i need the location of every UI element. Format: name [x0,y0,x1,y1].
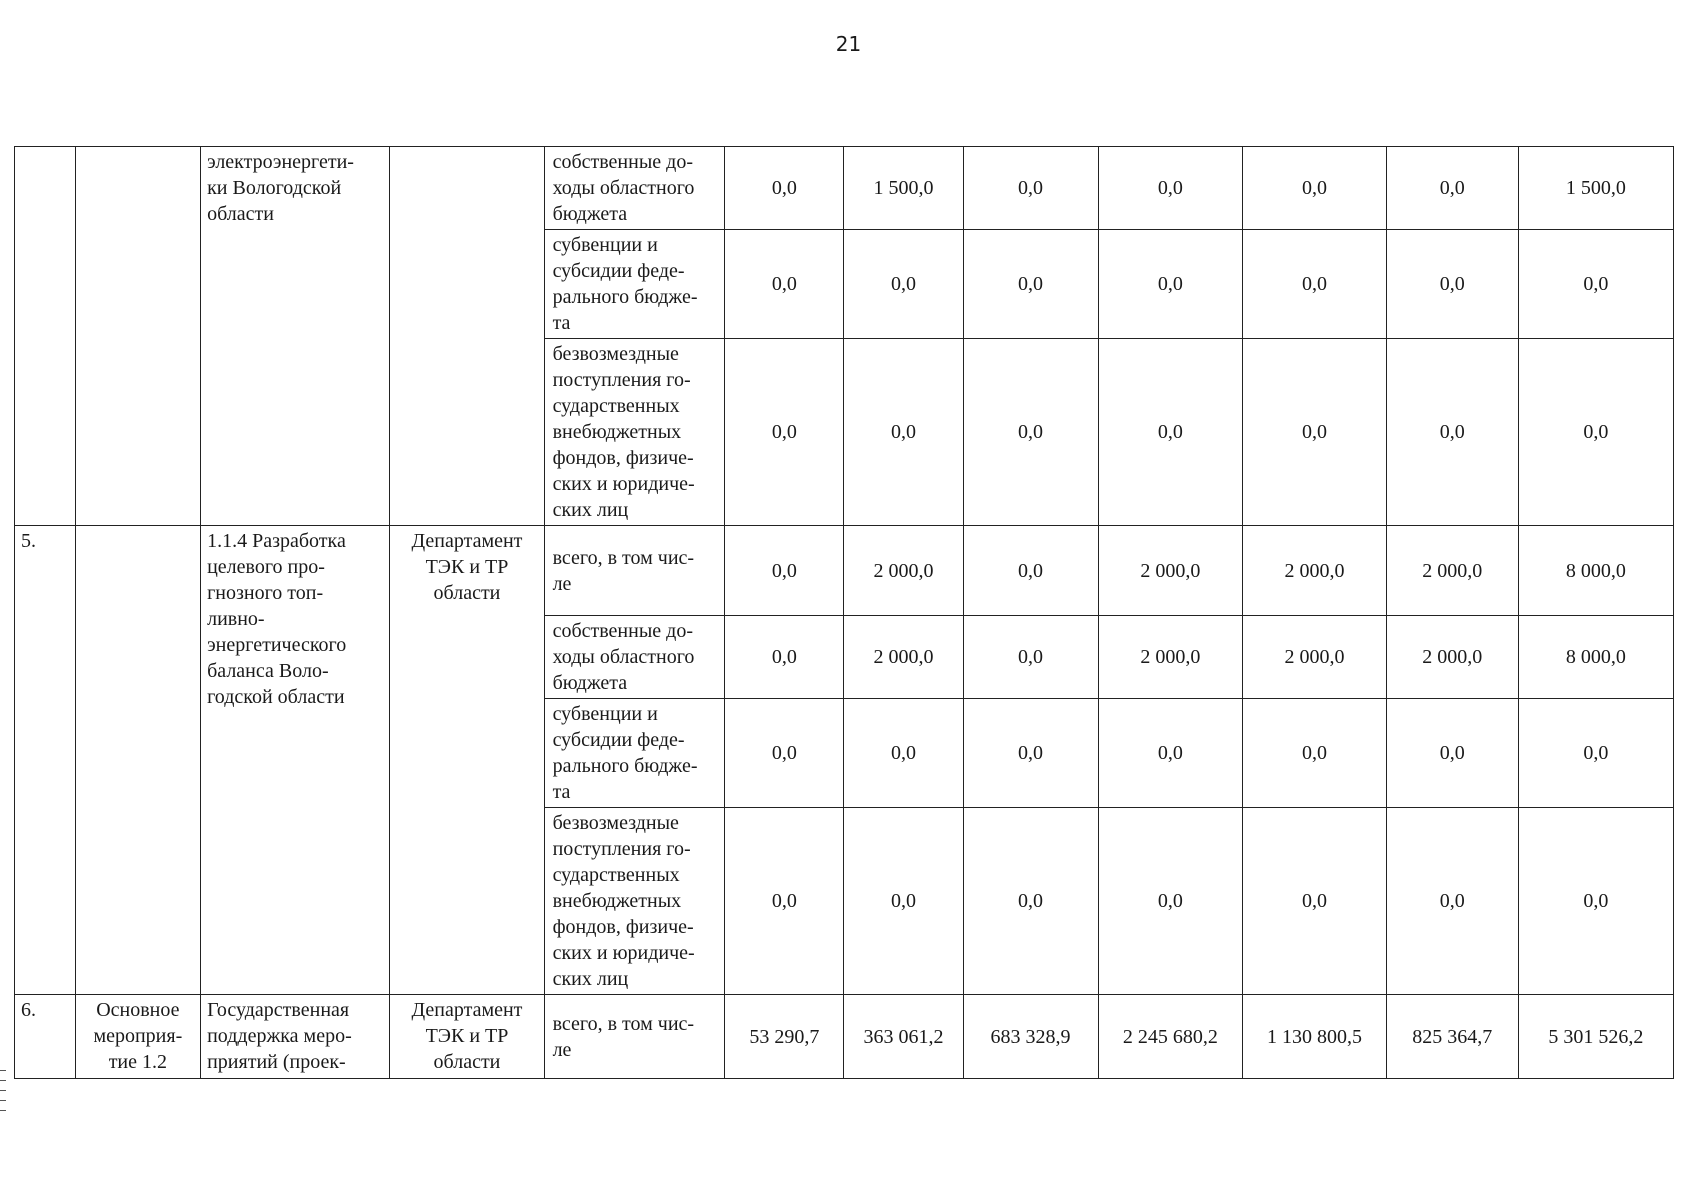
value-cell: 0,0 [1098,699,1243,808]
scan-mark [0,1100,6,1101]
value-cell: 0,0 [725,230,844,339]
budget-table [14,146,1674,1079]
value-cell: 0,0 [1098,808,1243,995]
source-total-label: всего, в том чис- ле [544,995,725,1079]
value-cell: 2 000,0 [1098,616,1243,699]
value-cell: 0,0 [963,699,1098,808]
scan-mark [0,1070,6,1071]
value-cell: 0,0 [725,699,844,808]
value-cell: 0,0 [1098,230,1243,339]
value-cell: 0,0 [1243,230,1387,339]
source-own-label: собственные до- ходы областного бюджета [544,147,725,230]
value-cell: 53 290,7 [725,995,844,1079]
value-cell: 0,0 [963,147,1098,230]
value-cell: 0,0 [725,339,844,526]
value-cell: 0,0 [1518,230,1673,339]
row-number: 6. [15,995,76,1079]
value-cell: 825 364,7 [1386,995,1518,1079]
value-cell: 0,0 [1518,699,1673,808]
value-cell: 0,0 [1386,230,1518,339]
value-cell: 8 000,0 [1518,616,1673,699]
table-row [15,147,1674,230]
cell-event [75,526,200,995]
value-cell: 1 500,0 [844,147,963,230]
value-cell: 0,0 [1386,147,1518,230]
value-cell: 2 000,0 [844,526,963,616]
main-event: Основное мероприя- тие 1.2 [75,995,200,1079]
value-cell: 683 328,9 [963,995,1098,1079]
value-cell: 0,0 [1098,147,1243,230]
value-cell: 2 000,0 [1386,526,1518,616]
value-cell: 0,0 [844,808,963,995]
value-cell: 0,0 [844,230,963,339]
row-number: 5. [15,526,76,995]
value-cell: 0,0 [725,808,844,995]
value-cell: 0,0 [1243,808,1387,995]
cell-num [15,147,76,526]
value-cell: 0,0 [844,699,963,808]
table-row [15,995,1674,1079]
value-cell: 0,0 [963,616,1098,699]
scan-mark [0,1110,6,1111]
source-federal-label: субвенции и субсидии феде- рального бюдже- та [544,699,725,808]
value-cell: 0,0 [1386,699,1518,808]
value-cell: 0,0 [1386,339,1518,526]
value-cell: 2 000,0 [1243,526,1387,616]
value-cell: 0,0 [963,230,1098,339]
value-cell: 0,0 [963,808,1098,995]
source-free-label: безвозмездные поступления го- сударственных внебюджетных фондов, физиче- ских и юридиче- ских лиц [544,339,725,526]
value-cell: 0,0 [1243,339,1387,526]
value-cell: 363 061,2 [844,995,963,1079]
value-cell: 0,0 [963,526,1098,616]
value-cell: 0,0 [963,339,1098,526]
value-cell: 0,0 [1518,808,1673,995]
value-cell: 0,0 [1243,147,1387,230]
value-cell: 2 000,0 [1098,526,1243,616]
value-cell: 0,0 [725,616,844,699]
cell-executor [390,147,544,526]
value-cell: 0,0 [1098,339,1243,526]
source-federal-label: субвенции и субсидии феде- рального бюдже- та [544,230,725,339]
measure-title: электроэнергети- ки Вологодской области [201,147,390,526]
value-cell: 0,0 [725,526,844,616]
value-cell: 0,0 [844,339,963,526]
executor: Департамент ТЭК и ТР области [390,526,544,995]
page-number: 21 [835,32,862,56]
executor: Департамент ТЭК и ТР области [390,995,544,1079]
value-cell: 0,0 [1386,808,1518,995]
value-cell: 0,0 [1243,699,1387,808]
measure-title: Государственная поддержка меро- приятий (проек- [201,995,390,1079]
scan-mark [0,1090,6,1091]
value-cell: 2 245 680,2 [1098,995,1243,1079]
value-cell: 1 500,0 [1518,147,1673,230]
cell-event [75,147,200,526]
value-cell: 0,0 [1518,339,1673,526]
value-cell: 2 000,0 [844,616,963,699]
value-cell: 5 301 526,2 [1518,995,1673,1079]
source-total-label: всего, в том чис- ле [544,526,725,616]
source-own-label: собственные до- ходы областного бюджета [544,616,725,699]
source-free-label: безвозмездные поступления го- сударственных внебюджетных фондов, физиче- ских и юридиче- ских лиц [544,808,725,995]
table-row [15,526,1674,616]
value-cell: 8 000,0 [1518,526,1673,616]
value-cell: 1 130 800,5 [1243,995,1387,1079]
measure-title: 1.1.4 Разработка целевого про- гнозного топ- ливно- энергетического баланса Воло- годской области [201,526,390,995]
value-cell: 0,0 [725,147,844,230]
value-cell: 2 000,0 [1243,616,1387,699]
scan-mark [0,1080,6,1081]
value-cell: 2 000,0 [1386,616,1518,699]
